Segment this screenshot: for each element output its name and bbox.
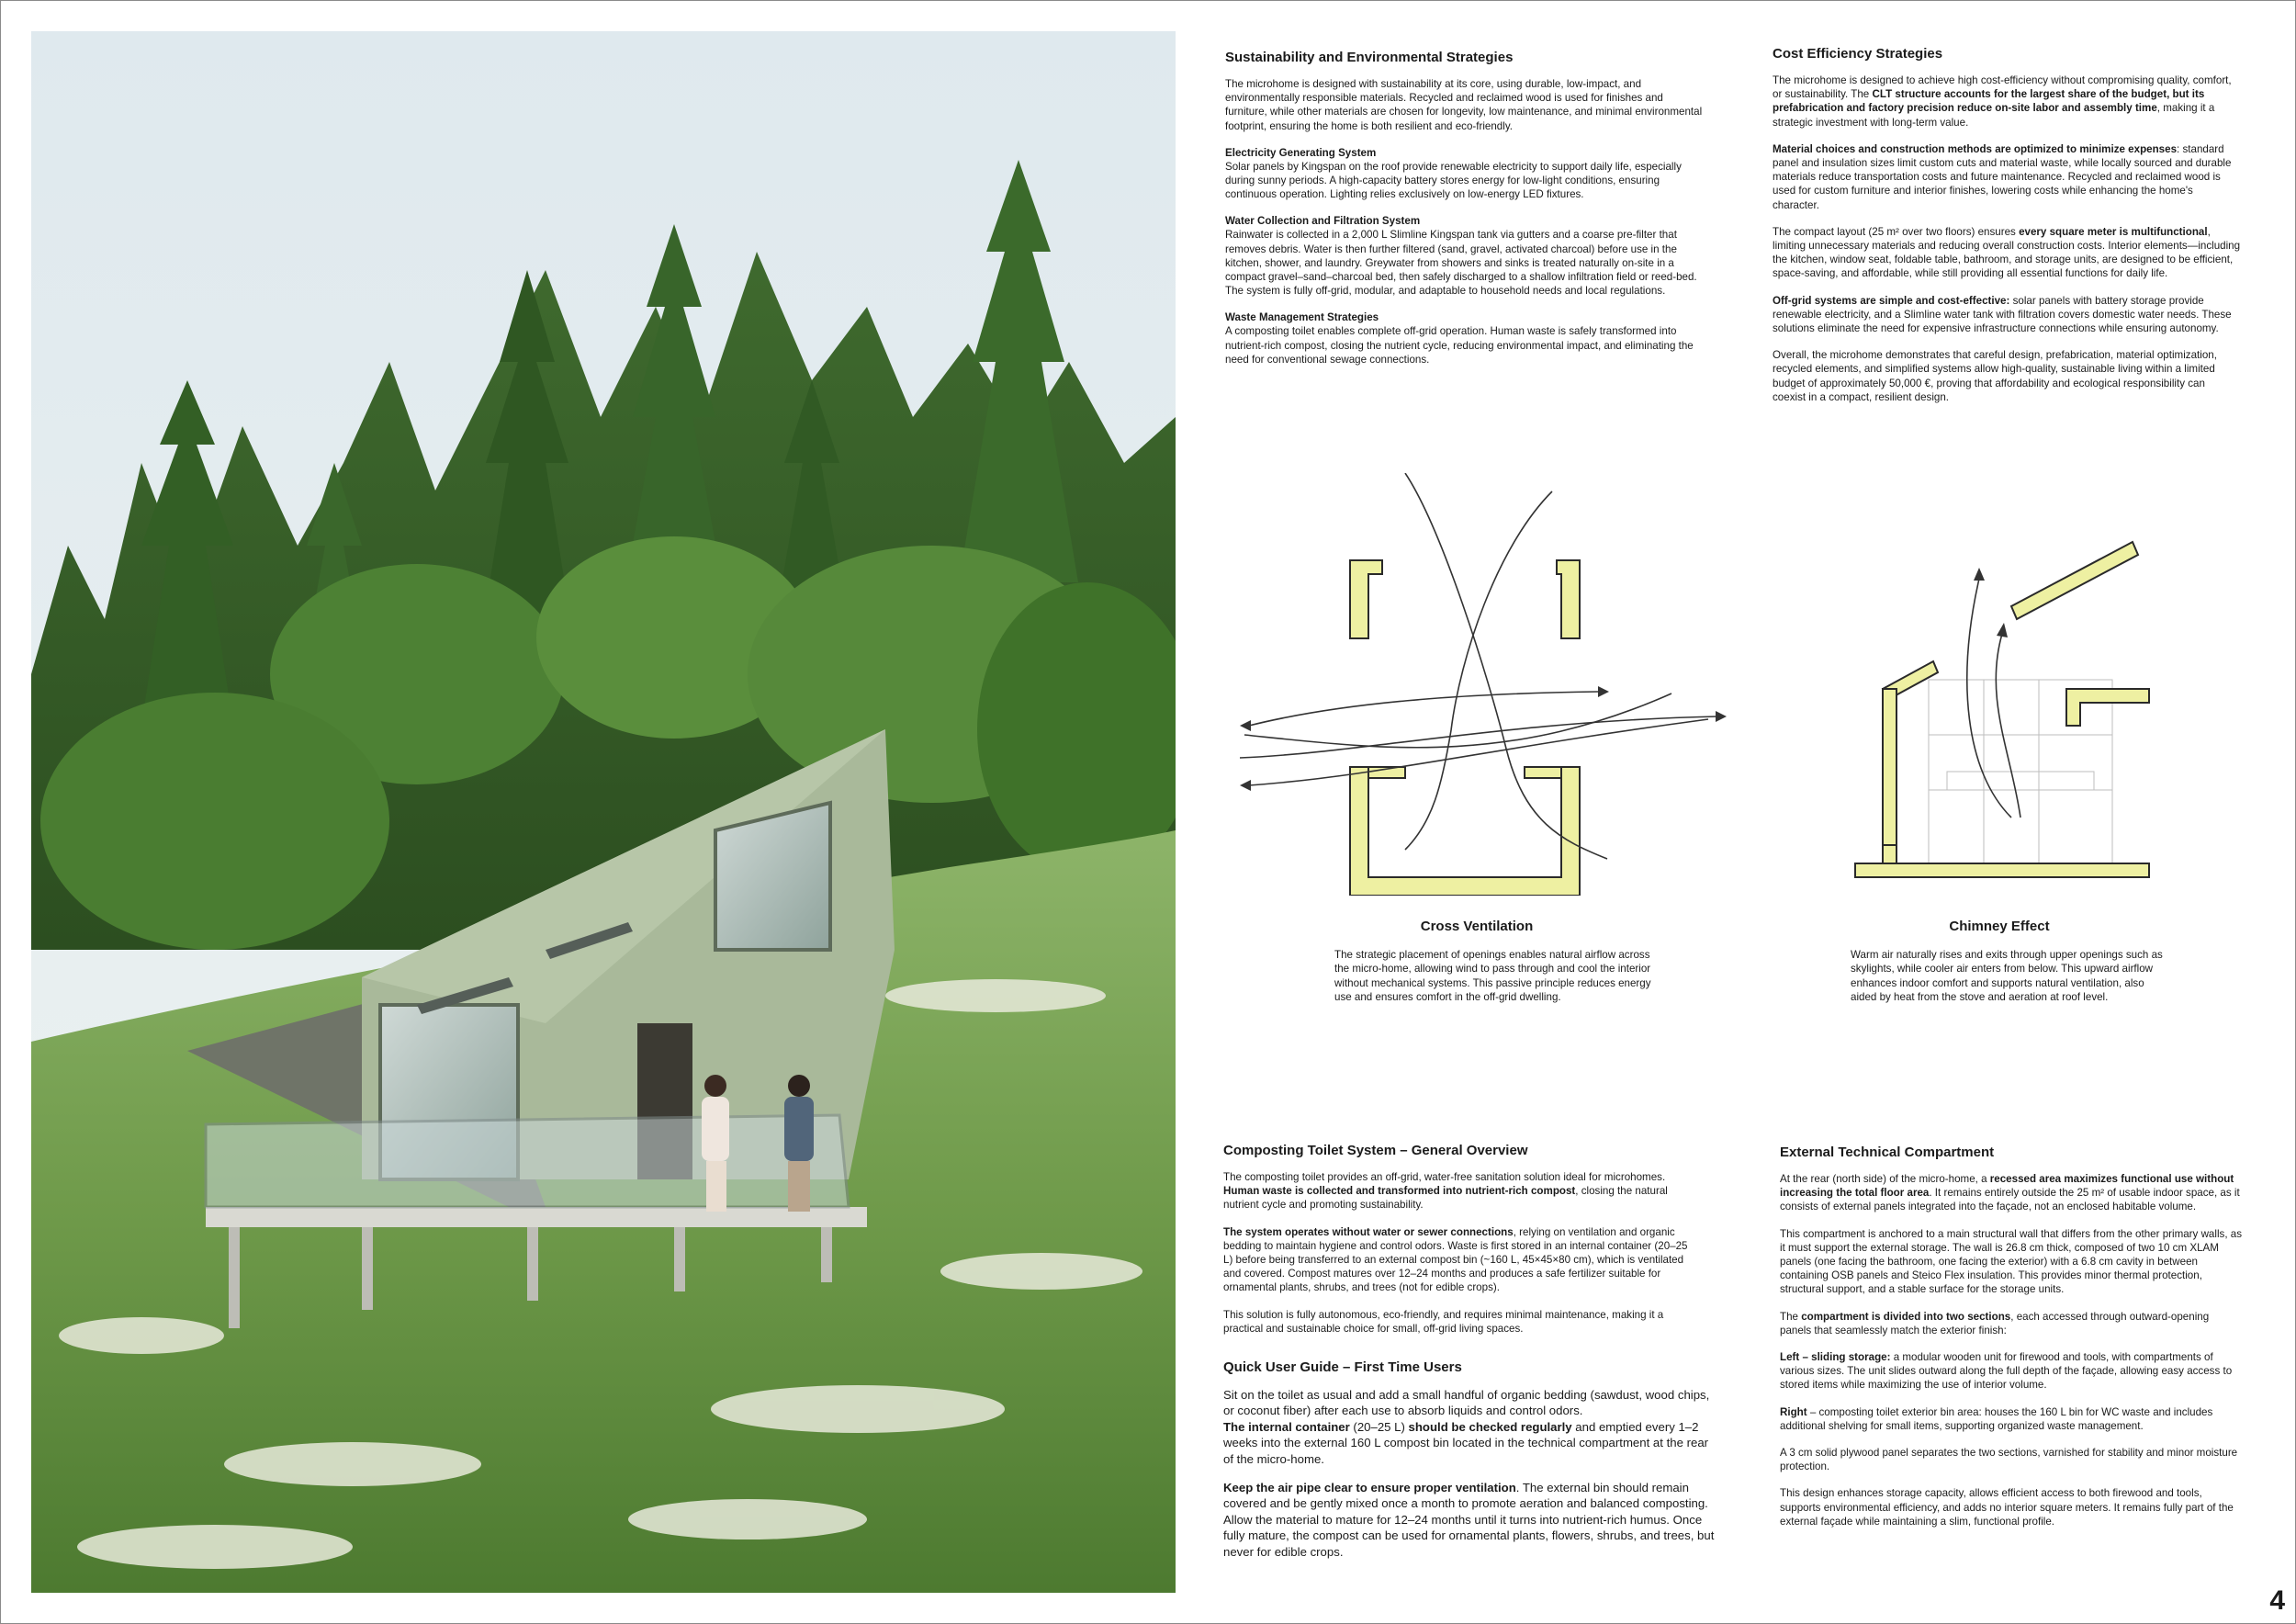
cross-ventilation-title: Cross Ventilation	[1420, 919, 1534, 934]
chimney-effect-diagram	[1800, 514, 2158, 900]
external-paragraph-7: This design enhances storage capacity, allows efficient access to both firewood and tools, supports environmental efficiency, and adds no interior square meters. It remains fully part of the external façade while maintaining a slim, functional profile.	[1780, 1487, 2234, 1528]
cost-paragraph-2	[1773, 142, 2241, 212]
composting-paragraph-2	[1223, 1225, 1692, 1295]
composting-p2-c: , relying on ventilation and organic bedding to maintain hygiene and control odors. Waste is first stored in an internal container (20–25 L) before being transferred to an external compost bin (~160 L, 45×45×80 cm), which is ventilated and covered. Compost matures over 12–24 months and produces a safe fertilizer suitable for ornamental plants, shrubs, and trees (not for edible crops).	[1223, 1225, 1688, 1294]
page-number: 4	[2269, 1585, 2285, 1616]
cost-paragraph-1	[1773, 73, 2241, 130]
external-p3-b: compartment is divided into two sections	[1801, 1310, 2011, 1323]
waste-title: Waste Management Strategies	[1225, 311, 1379, 324]
external-compartment-section	[1780, 1145, 2243, 1541]
chimney-effect-title: Chimney Effect	[1949, 919, 2050, 934]
external-paragraph-1	[1780, 1172, 2243, 1214]
sustainability-section	[1225, 50, 1705, 379]
composting-p1-a: The composting toilet provides an off-grid, water-free sanitation solution ideal for microhomes.	[1223, 1171, 1666, 1183]
electricity-title: Electricity Generating System	[1225, 146, 1377, 159]
external-p1-c: . It remains entirely outside the 25 m² of usable indoor space, as it consists of external panels integrated into the façade, not an enclosed habitable volume.	[1780, 1187, 2240, 1213]
external-paragraph-2: This compartment is anchored to a main structural wall that differs from the other primary walls, as it must support the external storage. The wall is 26.8 cm thick, composed of two 10 cm XLAM panels (one facing the bathroom, one facing the exterior) with a 6.8 cm cavity in between containing OSB panels and Steico Flex insulation. This provides minor thermal protection, structural support, and a stable surface for the storage units.	[1780, 1227, 2243, 1296]
cost-p3-a: The compact layout (25 m² over two floors) ensures	[1773, 225, 2020, 238]
quick-guide-p2-c: and emptied every 1–2 weeks into the external 160 L compost bin located in the technical compartment at the rear of the micro-home.	[1223, 1419, 1709, 1466]
sustainability-intro: The microhome is designed with sustainability at its core, using durable, low-impact, and environmentally responsible materials. Recycled and reclaimed wood is used for finishes and furniture, while other materials are chosen for longevity, low maintenance, and minimal environmental footprint, ensuring the home is both resilient and eco-friendly.	[1225, 78, 1703, 132]
electricity-text: Solar panels by Kingspan on the roof provide renewable electricity to support daily life, especially during sunny periods. A high-capacity battery stores energy for low-light conditions, ensuring continuous operation. Lighting relies exclusively on low-energy LED fixtures.	[1225, 160, 1682, 201]
external-paragraph-3	[1780, 1310, 2243, 1337]
external-p3-c: , each accessed through outward-opening panels that seamlessly match the exterior finish:	[1780, 1310, 2210, 1336]
quick-guide-paragraph-3	[1223, 1480, 1719, 1512]
composting-p1-b: Human waste is collected and transformed into nutrient-rich compost	[1223, 1185, 1576, 1198]
quick-guide-title: Quick User Guide – First Time Users	[1223, 1359, 1462, 1375]
cost-paragraph-5: Overall, the microhome demonstrates that careful design, prefabrication, material optimization, recycled elements, and simplified systems allow high-quality, sustainable living within a limited budget of approximately 50,000 €, proving that affordability and ecological responsibility can coexist in a compact, resilient design.	[1773, 349, 2217, 403]
external-title: External Technical Compartment	[1780, 1145, 1995, 1160]
external-p1-b: recessed area maximizes functional use without increasing the total floor area	[1780, 1173, 2234, 1200]
cabin-rendering	[31, 31, 1176, 1593]
waste-text: A composting toilet enables complete off-grid operation. Human waste is safely transformed into nutrient-rich compost, closing the nutrient cycle, reducing environmental impact, and eliminating the need for conventional sewage connections.	[1225, 325, 1694, 366]
cost-paragraph-4	[1773, 294, 2241, 336]
water-title: Water Collection and Filtration System	[1225, 215, 1421, 228]
cost-p4-c: solar panels with battery storage provide renewable electricity, and a Slimline water tank with filtration covers domestic water needs. These solutions eliminate the need for expensive infrastructure connections while ensuring autonomy.	[1773, 294, 2232, 335]
cross-ventilation-text: The strategic placement of openings enables natural airflow across the micro-home, allowing wind to pass through and cool the interior without mechanical systems. This passive principle reduces energy use and ensures comfort in the off-grid dwelling.	[1334, 949, 1651, 1004]
cost-p2-c: : standard panel and insulation sizes limit custom cuts and material waste, while locally sourced and durable materials reduce transportation costs and future maintenance. Recycled and reclaimed wood is used for custom furniture and interior finishes, lowering costs while enhancing the home's character.	[1773, 142, 2232, 211]
cross-ventilation-diagram	[1231, 473, 1727, 896]
composting-p1-c: , closing the natural nutrient cycle and promoting sustainability.	[1223, 1185, 1668, 1212]
quick-guide-p3-c: . The external bin should remain covered and be gently mixed once a month to promote aeration and balanced composting.	[1223, 1481, 1708, 1511]
cost-p4-b: Off-grid systems are simple and cost-effective:	[1773, 294, 2010, 307]
cost-p1-b: CLT structure accounts for the largest share of the budget, but its prefabrication and factory precision reduce on-site labor and assembly time	[1773, 88, 2205, 115]
quick-guide-p2-b1: The internal container	[1223, 1419, 1350, 1434]
quick-guide-p2-a: (20–25 L)	[1349, 1419, 1409, 1434]
external-p5-c: – composting toilet exterior bin area: houses the 160 L bin for WC waste and includes additional shelving for small items, supporting organized waste management.	[1780, 1405, 2213, 1432]
cost-paragraph-3	[1773, 225, 2241, 281]
composting-paragraph-3: This solution is fully autonomous, eco-friendly, and requires minimal maintenance, making it a practical and sustainable choice for small, off-grid living spaces.	[1223, 1308, 1664, 1335]
external-p1-a: At the rear (north side) of the micro-home, a	[1780, 1173, 1990, 1185]
external-paragraph-4	[1780, 1350, 2243, 1393]
quick-guide-p3-b: Keep the air pipe clear to ensure proper ventilation	[1223, 1481, 1516, 1495]
quick-guide-p2-b2: should be checked regularly	[1408, 1419, 1572, 1434]
external-paragraph-6: A 3 cm solid plywood panel separates the two sections, varnished for stability and minor moisture protection.	[1780, 1447, 2238, 1473]
composting-paragraph-1	[1223, 1170, 1692, 1212]
composting-p2-b: The system operates without water or sewer connections	[1223, 1225, 1514, 1238]
quick-guide-paragraph-2	[1223, 1419, 1719, 1467]
cost-p1-c: , making it a strategic investment with long-term value.	[1773, 102, 2215, 129]
composting-section	[1223, 1143, 1692, 1348]
quick-guide-section	[1223, 1359, 1719, 1573]
cost-p1-a: The microhome is designed to achieve high cost-efficiency without compromising quality, comfort, or sustainability. The	[1773, 74, 2232, 101]
quick-guide-paragraph-1: Sit on the toilet as usual and add a small handful of organic bedding (sawdust, wood chips, or coconut fiber) after each use to absorb liquids and control odors.	[1223, 1388, 1710, 1418]
cost-p2-b: Material choices and construction methods are optimized to minimize expenses	[1773, 142, 2178, 155]
quick-guide-paragraph-4: Allow the material to mature for 12–24 months until it turns into nutrient-rich humus. Once fully mature, the compost can be used for ornamental plants, flowers, shrubs, and trees, but never for edible crops.	[1223, 1512, 1715, 1559]
cost-title: Cost Efficiency Strategies	[1773, 46, 1943, 62]
sustainability-title: Sustainability and Environmental Strategies	[1225, 50, 1514, 65]
chimney-effect-text: Warm air naturally rises and exits through upper openings such as skylights, while cooler air enters from below. This upward airflow enhances indoor comfort and supports natural ventilation, also aided by heat from the stove and aeration at roof level.	[1851, 949, 2163, 1004]
external-p5-b: Right	[1780, 1405, 1807, 1418]
external-p3-a: The	[1780, 1310, 1802, 1323]
external-p4-c: a modular wooden unit for firewood and tools, with compartments of various sizes. The unit slides outward along the full depth of the façade, allowing easy access to stored items while maximizing the use of interior volume.	[1780, 1351, 2233, 1392]
water-text: Rainwater is collected in a 2,000 L Slimline Kingspan tank via gutters and a coarse pre-filter that removes debris. Water is then further filtered (sand, gravel, activated charcoal) before use in the kitchen, shower, and laundry. Greywater from showers and sinks is treated naturally on-site in a compact gravel–sand–charcoal bed, then safely discharged to a shallow infiltration field or reed-bed. The system is fully off-grid, modular, and adaptable to household needs and local regulations.	[1225, 229, 1697, 298]
cost-p3-b: every square meter is multifunctional	[2019, 225, 2208, 238]
cost-section	[1773, 46, 2241, 417]
external-paragraph-5	[1780, 1405, 2243, 1433]
composting-title: Composting Toilet System – General Overview	[1223, 1143, 1528, 1158]
cost-p3-c: , limiting unnecessary materials and reducing overall construction costs. Interior elements—including the kitchen, window seat, foldable table, bathroom, and storage units, are designed to be efficient, space-saving, and affordable, while still providing all essential functions for daily life.	[1773, 225, 2241, 280]
external-p4-b: Left – sliding storage:	[1780, 1351, 1891, 1364]
